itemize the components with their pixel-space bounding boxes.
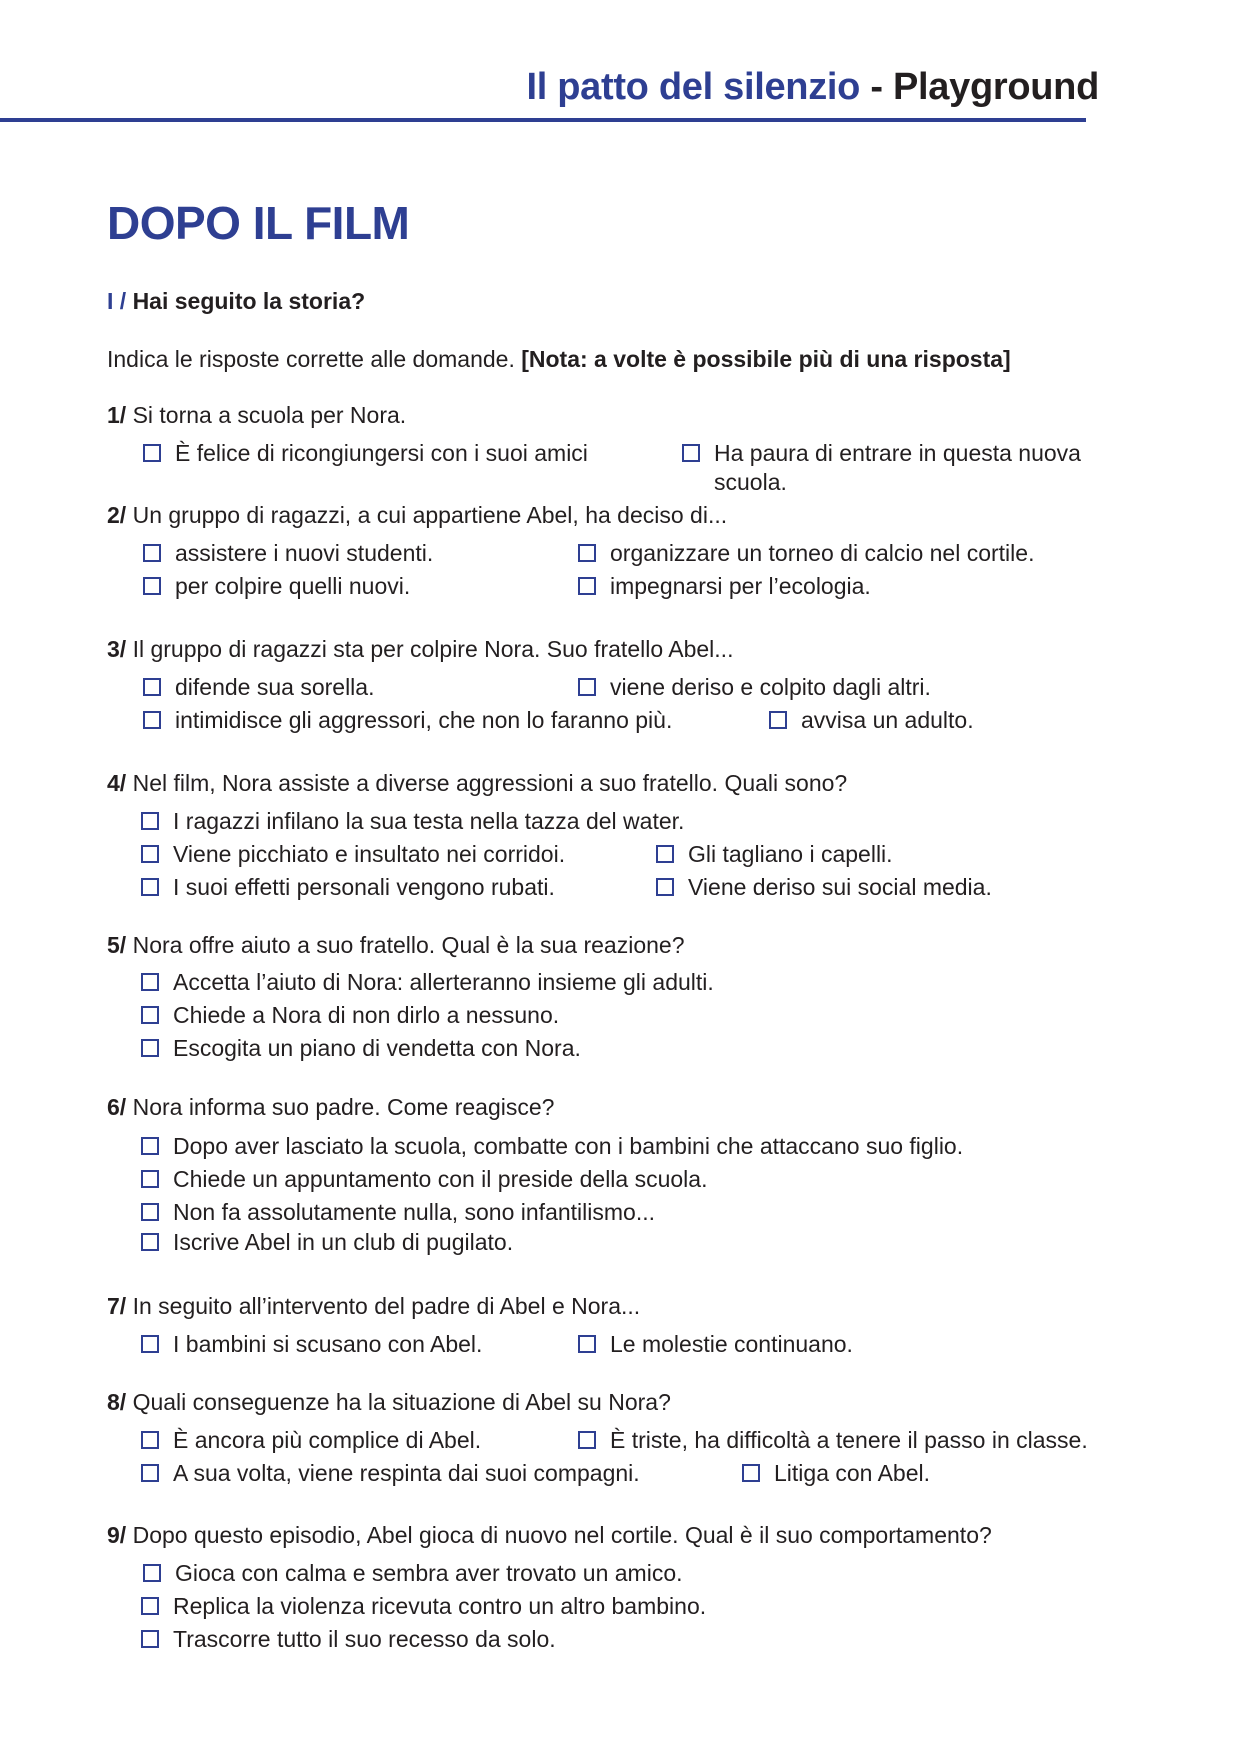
answer-label: I ragazzi infilano la sua testa nella tazza del water. [173,808,685,834]
answer-option[interactable] [769,706,974,735]
question-number: 9/ [107,1522,127,1548]
checkbox[interactable] [578,544,596,562]
question-2 [107,502,727,529]
answer-label: intimidisce gli aggressori, che non lo faranno più. [175,707,673,733]
answer-option[interactable] [141,1228,513,1257]
question-7 [107,1293,640,1320]
answer-label: Gli tagliano i capelli. [688,841,893,867]
answer-label: Trascorre tutto il suo recesso da solo. [173,1626,556,1652]
question-text: Il gruppo di ragazzi sta per colpire Nora. Suo fratello Abel... [132,636,734,662]
answer-label: Litiga con Abel. [774,1460,931,1486]
instructions [107,346,1011,373]
question-text: Si torna a scuola per Nora. [132,402,407,428]
question-number: 5/ [107,932,127,958]
section-number: I / [107,288,127,314]
header-subtitle: Playground [892,66,1099,108]
question-text: Un gruppo di ragazzi, a cui appartiene Abel, ha deciso di... [132,502,728,528]
answer-option[interactable] [141,1034,581,1063]
answer-label: viene deriso e colpito dagli altri. [610,674,931,700]
checkbox[interactable] [682,444,700,462]
answer-option[interactable] [143,439,588,468]
question-6 [107,1094,554,1121]
checkbox[interactable] [143,577,161,595]
checkbox[interactable] [141,1006,159,1024]
answer-label: avvisa un adulto. [801,707,974,733]
answer-label: Chiede a Nora di non dirlo a nessuno. [173,1002,560,1028]
answer-label: Gioca con calma e sembra aver trovato un amico. [175,1560,683,1586]
answer-label: impegnarsi per l’ecologia. [610,573,871,599]
question-number: 1/ [107,402,127,428]
checkbox[interactable] [141,1233,159,1251]
checkbox[interactable] [141,1597,159,1615]
checkbox[interactable] [578,1431,596,1449]
checkbox[interactable] [141,1464,159,1482]
answer-label: Dopo aver lasciato la scuola, combatte con i bambini che attaccano suo figlio. [173,1133,964,1159]
answer-label: Viene picchiato e insultato nei corridoi. [173,841,566,867]
answer-option[interactable] [578,673,931,702]
answer-label: Escogita un piano di vendetta con Nora. [173,1035,581,1061]
checkbox[interactable] [143,544,161,562]
document-header [526,66,1099,109]
answer-option[interactable] [141,1426,481,1455]
question-3 [107,636,733,663]
answer-option[interactable] [143,572,410,601]
checkbox[interactable] [656,845,674,863]
answer-option[interactable] [143,706,672,735]
checkbox[interactable] [141,1431,159,1449]
checkbox[interactable] [143,711,161,729]
answer-option[interactable] [578,1426,1088,1455]
question-text: In seguito all’intervento del padre di Abel e Nora... [132,1293,641,1319]
checkbox[interactable] [141,973,159,991]
checkbox[interactable] [578,1335,596,1353]
question-number: 4/ [107,770,127,796]
answer-option[interactable] [143,1559,683,1588]
answer-option[interactable] [578,539,1034,568]
question-text: Quali conseguenze ha la situazione di Abel su Nora? [132,1389,671,1415]
answer-option[interactable] [141,1165,707,1194]
answer-label: È ancora più complice di Abel. [173,1427,482,1453]
section-title [107,288,365,315]
checkbox[interactable] [769,711,787,729]
answer-label: per colpire quelli nuovi. [175,573,411,599]
checkbox[interactable] [141,1335,159,1353]
answer-label: Le molestie continuano. [610,1331,853,1357]
answer-label: organizzare un torneo di calcio nel cortile. [610,540,1035,566]
answer-label: È triste, ha difficoltà a tenere il passo in classe. [610,1427,1088,1453]
answer-option[interactable] [656,840,893,869]
instructions-text: Indica le risposte corrette alle domande. [107,346,515,372]
question-text: Nora informa suo padre. Come reagisce? [132,1094,555,1120]
answer-label: A sua volta, viene respinta dai suoi compagni. [173,1460,640,1486]
answer-option[interactable] [141,1459,640,1488]
answer-label: È felice di ricongiungersi con i suoi amici [175,440,588,466]
film-title: Il patto del silenzio [526,66,861,108]
header-divider [0,118,1086,122]
checkbox[interactable] [141,1039,159,1057]
answer-label: Replica la violenza ricevuta contro un altro bambino. [173,1593,707,1619]
answer-option[interactable] [141,807,684,836]
answer-label: Ha paura di entrare in questa nuova scuola. [714,440,1081,495]
checkbox[interactable] [143,678,161,696]
checkbox[interactable] [143,1564,161,1582]
checkbox[interactable] [578,678,596,696]
page-title: DOPO IL FILM [107,197,410,249]
answer-option[interactable] [141,873,555,902]
answer-label: Non fa assolutamente nulla, sono infantilismo... [173,1199,655,1225]
answer-option[interactable] [578,572,871,601]
instructions-note: [Nota: a volte è possibile più di una risposta] [521,346,1011,372]
answer-option[interactable] [578,1330,853,1359]
question-4 [107,770,847,797]
question-9 [107,1522,992,1549]
question-text: Dopo questo episodio, Abel gioca di nuovo nel cortile. Qual è il suo comportamento? [132,1522,992,1548]
checkbox[interactable] [141,812,159,830]
answer-label: difende sua sorella. [175,674,375,700]
checkbox[interactable] [141,878,159,896]
checkbox[interactable] [656,878,674,896]
question-text: Nora offre aiuto a suo fratello. Qual è la sua reazione? [132,932,685,958]
question-number: 6/ [107,1094,127,1120]
answer-label: I suoi effetti personali vengono rubati. [173,874,555,900]
question-number: 2/ [107,502,127,528]
question-number: 3/ [107,636,127,662]
answer-label: Chiede un appuntamento con il preside della scuola. [173,1166,708,1192]
checkbox[interactable] [141,845,159,863]
answer-option[interactable] [143,539,433,568]
answer-option[interactable] [141,1625,556,1654]
answer-label: assistere i nuovi studenti. [175,540,434,566]
answer-option[interactable] [141,1592,706,1621]
question-8 [107,1389,671,1416]
checkbox[interactable] [742,1464,760,1482]
answer-label: Accetta l’aiuto di Nora: allerteranno insieme gli adulti. [173,969,714,995]
answer-option[interactable] [141,840,565,869]
answer-option[interactable] [141,1330,482,1359]
checkbox[interactable] [141,1630,159,1648]
checkbox[interactable] [141,1170,159,1188]
question-number: 8/ [107,1389,127,1415]
checkbox[interactable] [143,444,161,462]
answer-option[interactable] [141,968,714,997]
header-separator: - [870,66,883,108]
checkbox[interactable] [141,1203,159,1221]
answer-option[interactable] [141,1132,963,1161]
checkbox[interactable] [578,577,596,595]
question-5 [107,932,685,959]
answer-option[interactable] [656,873,992,902]
answer-option[interactable] [742,1459,930,1488]
answer-label: I bambini si scusano con Abel. [173,1331,483,1357]
answer-option[interactable] [143,673,374,702]
answer-label: Iscrive Abel in un club di pugilato. [173,1229,514,1255]
question-text: Nel film, Nora assiste a diverse aggressioni a suo fratello. Quali sono? [132,770,848,796]
checkbox[interactable] [141,1137,159,1155]
question-number: 7/ [107,1293,127,1319]
answer-label: Viene deriso sui social media. [688,874,992,900]
section-title-text: Hai seguito la storia? [132,288,366,314]
question-1 [107,402,406,429]
answer-option[interactable] [682,439,1102,497]
answer-option[interactable] [141,1198,655,1227]
answer-option[interactable] [141,1001,559,1030]
